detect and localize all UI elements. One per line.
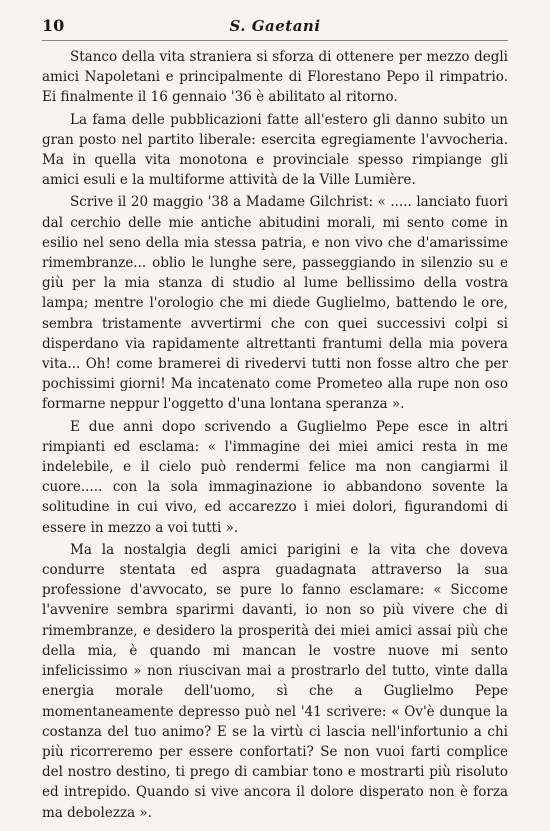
paragraph: E due anni dopo scrivendo a Guglielmo Pepe esce in altri rimpianti ed esclama: « l'immagine dei miei amici resta in me indelebile, e il cielo può rendermi felice ma non cangiarmi il cuore..... con la sola immaginazione io abbandono sovente la solitudine in cui vivo, ed accarezzo i miei dolori, figurandomi di essere in mezzo a voi tutti ». <box>42 418 508 536</box>
page-header <box>42 14 508 41</box>
paragraph: La fama delle pubblicazioni fatte all'estero gli danno subito un gran posto nel partito liberale: esercita egregiamente l'avvocheria. Ma in quella vita monotona e provinciale spesso rimpiange gli amici esuli e la multiforme attività de la Ville Lumière. <box>42 111 508 189</box>
body-text <box>42 47 508 823</box>
paragraph: Ma la nostalgia degli amici parigini e la vita che doveva condurre stentata ed aspra guadagnata attraverso la sua professione d'avvocato, se pure lo fanno esclamare: « Siccome l'avvenire sembra sparirmi davanti, io non so più vivere che di rimembranze, e desidero la prosperità dei miei amici assai più che della mia, è quando mi mancan le vostre nuove mi sento infelicissimo » non riuscivan mai a prostrarlo del tutto, vinte dalla energia morale dell'uomo, sì che a Guglielmo Pepe momentaneamente depresso può nel '41 scrivere: « Ov'è dunque la costanza del tuo animo? E se la virtù ci lascia nell'infortunio a chi più ricorreremo per essere confortati? Se non vuoi farti complice del nostro destino, ti prego di cambiar tono e mostrarti più risoluto ed intrepido. Quando si vive ancora il dolore disperato non è forza ma debolezza ». <box>42 541 508 821</box>
paragraph: Stanco della vita straniera si sforza di ottenere per mezzo degli amici Napoletani e principalmente di Florestano Pepo il rimpatrio. Ei finalmente il 16 gennaio '36 è abilitato al ritorno. <box>42 49 508 106</box>
page-number: 10 <box>42 16 65 35</box>
paragraph: Scrive il 20 maggio '38 a Madame Gilchrist: « ..... lanciato fuori dal cerchio delle mie antiche abitudini morali, mi sento come in esilio nel seno della mia stessa patria, e non vivo che d'amarissime rimembranze... oblio le lunghe sere, passeggiando in silenzio su e giù per la mia stanza di studio al lume bellissimo della vostra lampa; mentre l'orologio che mi diede Guglielmo, battendo le ore, sembra tristamente avvertirmi che con quei successivi colpi si disperdano via rapidamente altrettanti frantumi della mia povera vita... Oh! come bramerei di rivedervi tutti non fosse altro che per pochissimi giorni! Ma incatenato come Prometeo alla rupe non oso formarne neppur l'oggetto d'una lontana speranza ». <box>42 194 508 413</box>
running-head: S. Gaetani <box>229 17 321 35</box>
